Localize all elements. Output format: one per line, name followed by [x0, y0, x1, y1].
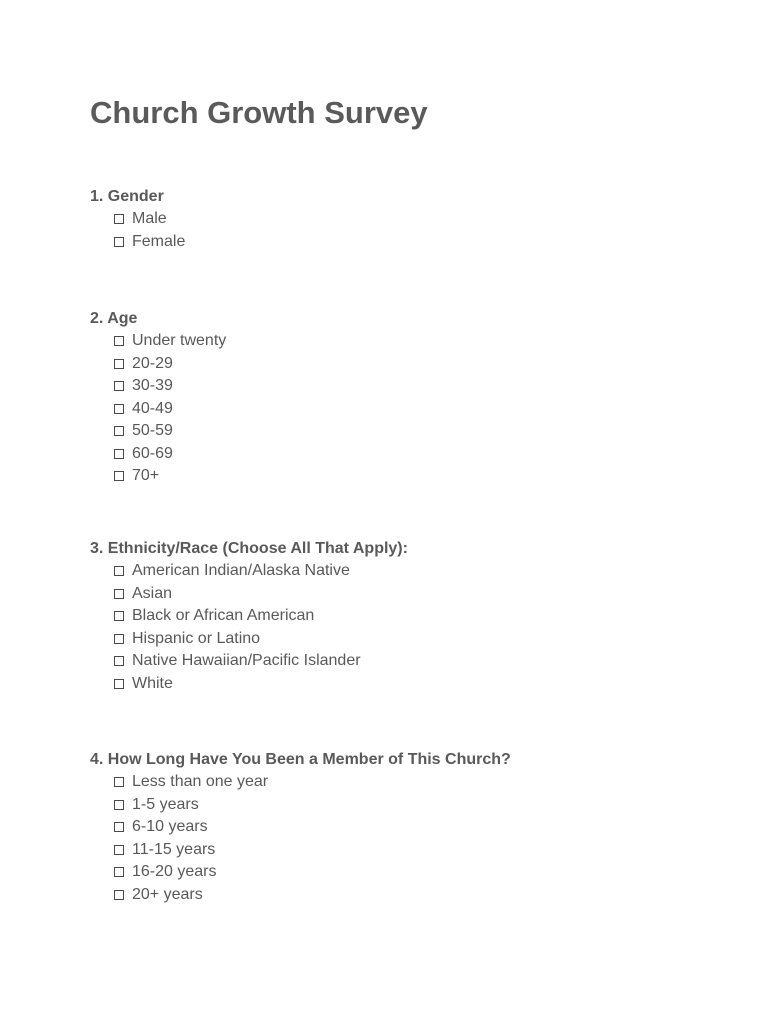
option-label: 11-15 years [132, 840, 216, 858]
option-asian[interactable] [90, 583, 408, 606]
checkbox-icon[interactable] [114, 214, 124, 224]
option-label: Under twenty [132, 332, 227, 349]
option-11-15-years[interactable] [90, 839, 511, 862]
option-20-plus-years[interactable] [90, 884, 511, 907]
option-label: 16-20 years [132, 863, 217, 880]
option-6-10-years[interactable] [90, 816, 511, 839]
checkbox-icon[interactable] [114, 449, 124, 459]
option-label: 60-69 [132, 444, 173, 462]
question-label: 1. Gender [90, 188, 164, 205]
option-hispanic[interactable] [90, 628, 408, 651]
checkbox-icon[interactable] [114, 589, 124, 599]
option-label: 70+ [132, 467, 160, 484]
checkbox-icon[interactable] [114, 800, 124, 810]
checkbox-icon[interactable] [114, 890, 124, 900]
checkbox-icon[interactable] [114, 634, 124, 644]
question-label: 4. How Long Have You Been a Member of This Church? [90, 751, 511, 768]
checkbox-icon[interactable] [114, 404, 124, 414]
option-list [90, 560, 408, 695]
option-native-hawaiian[interactable] [90, 650, 408, 673]
option-label: Female [132, 232, 186, 250]
option-label: Male [132, 210, 167, 227]
option-american-indian[interactable] [90, 560, 408, 583]
checkbox-icon[interactable] [114, 471, 124, 481]
option-male[interactable] [90, 208, 185, 231]
option-label: 40-49 [132, 399, 173, 417]
question-gender [90, 186, 185, 253]
option-label: Asian [132, 584, 173, 602]
checkbox-icon[interactable] [114, 845, 124, 855]
option-label: Black or African American [132, 607, 315, 624]
checkbox-icon[interactable] [114, 777, 124, 787]
option-label: Native Hawaiian/Pacific Islander [132, 652, 361, 669]
option-16-20-years[interactable] [90, 861, 511, 884]
option-50-59[interactable] [90, 420, 226, 443]
option-list [90, 208, 185, 253]
option-1-5-years[interactable] [90, 794, 511, 817]
option-list [90, 771, 511, 906]
option-label: 20-29 [132, 354, 173, 372]
option-white[interactable] [90, 673, 408, 696]
option-label: 6-10 years [132, 818, 208, 835]
question-label: 2. Age [90, 310, 138, 327]
option-20-29[interactable] [90, 353, 226, 376]
checkbox-icon[interactable] [114, 656, 124, 666]
option-label: American Indian/Alaska Native [132, 562, 350, 579]
option-label: 30-39 [132, 377, 173, 394]
question-membership [90, 749, 511, 906]
option-less-than-one-year[interactable] [90, 771, 511, 794]
checkbox-icon[interactable] [114, 237, 124, 247]
checkbox-icon[interactable] [114, 359, 124, 369]
checkbox-icon[interactable] [114, 426, 124, 436]
checkbox-icon[interactable] [114, 381, 124, 391]
option-label: 20+ years [132, 885, 203, 903]
checkbox-icon[interactable] [114, 336, 124, 346]
option-30-39[interactable] [90, 375, 226, 398]
option-female[interactable] [90, 231, 185, 254]
option-label: 1-5 years [132, 795, 199, 813]
option-black[interactable] [90, 605, 408, 628]
option-60-69[interactable] [90, 443, 226, 466]
question-label: 3. Ethnicity/Race (Choose All That Apply): [90, 540, 408, 557]
checkbox-icon[interactable] [114, 611, 124, 621]
option-label: 50-59 [132, 422, 173, 439]
option-under-twenty[interactable] [90, 330, 226, 353]
question-ethnicity [90, 538, 408, 695]
checkbox-icon[interactable] [114, 822, 124, 832]
option-70-plus[interactable] [90, 465, 226, 488]
option-label: White [132, 674, 173, 692]
option-label: Less than one year [132, 773, 269, 790]
question-age [90, 308, 226, 488]
option-40-49[interactable] [90, 398, 226, 421]
checkbox-icon[interactable] [114, 679, 124, 689]
option-label: Hispanic or Latino [132, 629, 261, 647]
checkbox-icon[interactable] [114, 566, 124, 576]
checkbox-icon[interactable] [114, 867, 124, 877]
page-title: Church Growth Survey [90, 95, 428, 130]
option-list [90, 330, 226, 488]
